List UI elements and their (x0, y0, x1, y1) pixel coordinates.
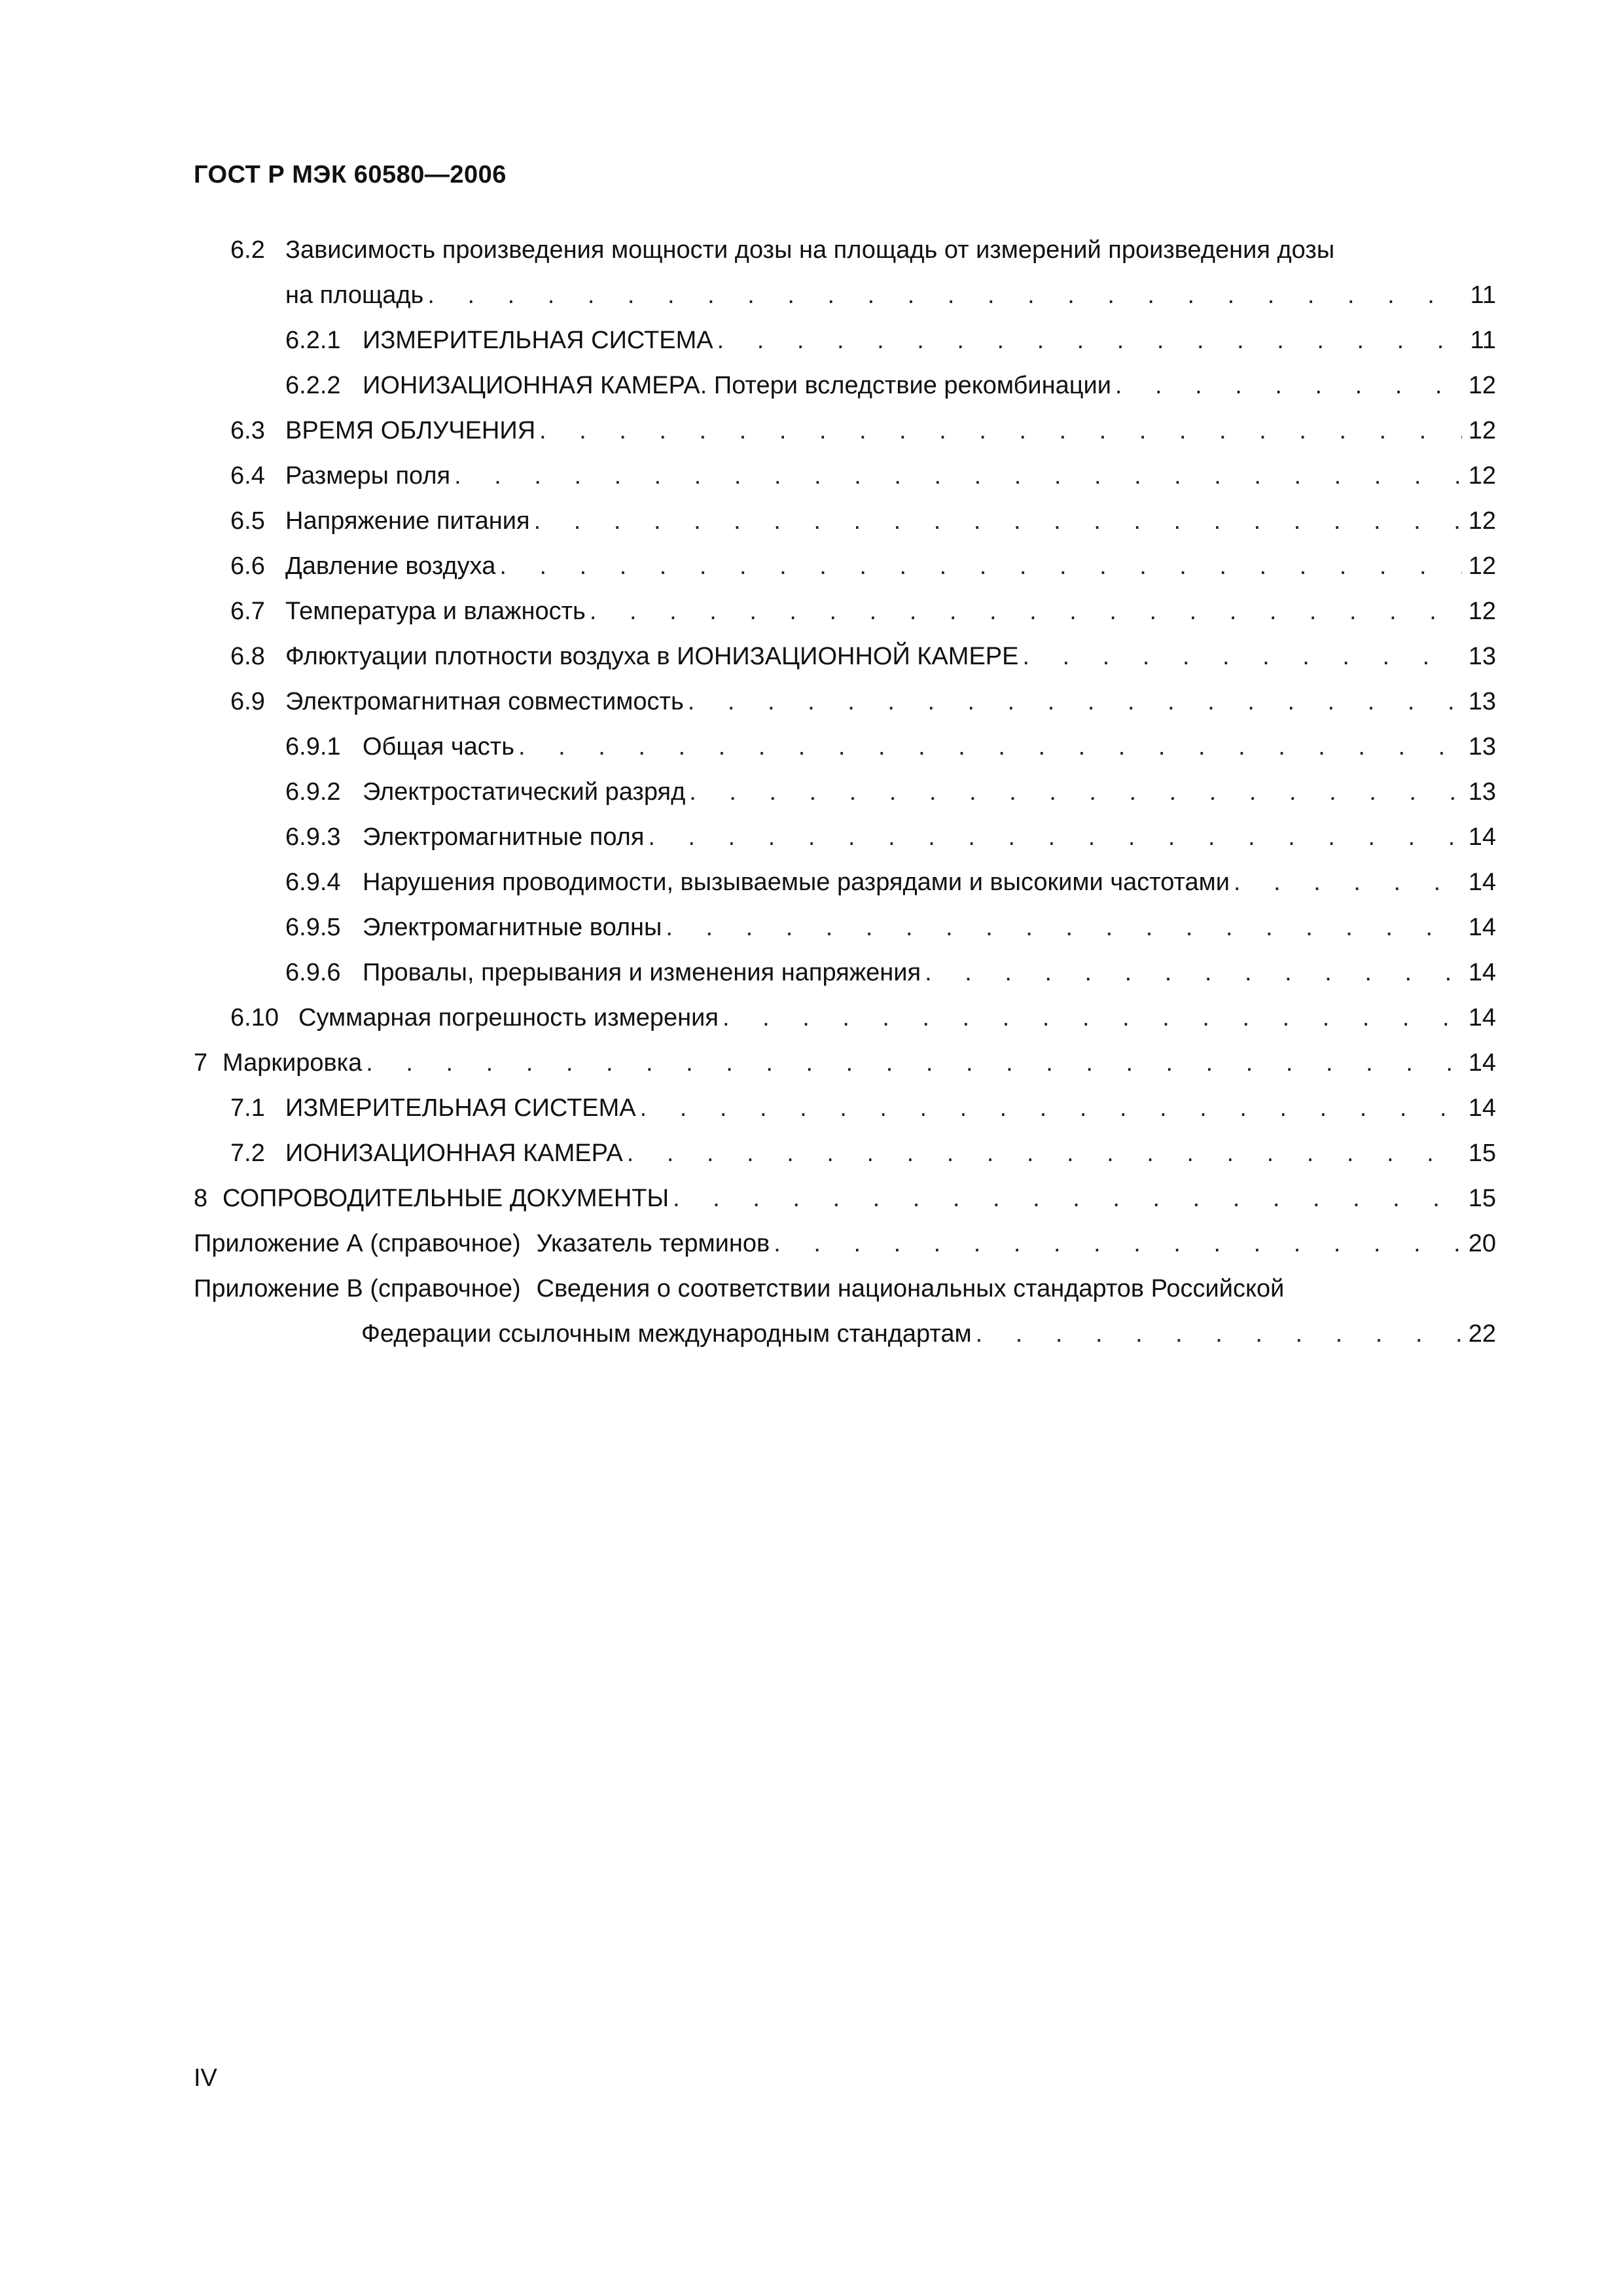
toc-number: 6.2.2 (285, 372, 341, 399)
toc-entry-6-5[interactable] (194, 499, 1496, 544)
toc-entry-6-4[interactable] (194, 454, 1496, 499)
dot-leader (925, 950, 1462, 996)
toc-number: 6.3 (230, 417, 265, 444)
toc-title: ИЗМЕРИТЕЛЬНАЯ СИСТЕМА (285, 1094, 636, 1122)
toc-number: 6.9 (230, 688, 265, 715)
toc-page-number: 14 (1468, 1094, 1496, 1122)
toc-number: 6.9.5 (285, 914, 341, 941)
dot-leader (717, 318, 1464, 363)
toc-title: Суммарная погрешность измерения (298, 1004, 719, 1031)
toc-page-number: 11 (1470, 327, 1496, 354)
dot-leader (627, 1131, 1462, 1176)
toc-title: Электростатический разряд (363, 778, 686, 806)
toc-number: 6.2.1 (285, 327, 341, 354)
toc-entry-6-9-6[interactable] (194, 950, 1496, 996)
toc-entry-7[interactable] (194, 1041, 1496, 1086)
dot-leader (454, 454, 1462, 499)
page-number-footer: IV (194, 2064, 217, 2092)
dot-leader (1022, 634, 1461, 679)
dot-leader (976, 1312, 1462, 1357)
toc-entry-7-1[interactable] (194, 1086, 1496, 1131)
dot-leader (590, 589, 1462, 634)
toc-page-number: 15 (1468, 1185, 1496, 1212)
toc-number: 7.2 (230, 1139, 265, 1167)
toc-page-number: 14 (1468, 1049, 1496, 1077)
toc-entry-appendix-a[interactable] (194, 1221, 1496, 1266)
toc-title: Электромагнитная совместимость (285, 688, 684, 715)
toc-number: 6.2 (230, 236, 265, 264)
toc-title: Флюктуации плотности воздуха в ИОНИЗАЦИОННОЙ КАМЕРЕ (285, 643, 1019, 670)
toc-entry-appendix-b[interactable] (194, 1266, 1496, 1357)
toc-entry-6-8[interactable] (194, 634, 1496, 679)
toc-number: 6.8 (230, 643, 265, 670)
toc-page-number: 20 (1468, 1230, 1496, 1257)
toc-number: 6.4 (230, 462, 265, 490)
toc-title: Указатель терминов (536, 1230, 770, 1257)
toc-entry-6-7[interactable] (194, 589, 1496, 634)
toc-page-number: 14 (1468, 823, 1496, 851)
toc-number: 6.9.6 (285, 959, 341, 986)
toc-entry-6-9-1[interactable] (194, 725, 1496, 770)
toc-number: 6.5 (230, 507, 265, 535)
toc-appendix-label: Приложение В (справочное) (194, 1275, 521, 1302)
dot-leader (1115, 363, 1462, 408)
toc-title: Маркировка (223, 1049, 363, 1077)
toc-page-number: 15 (1468, 1139, 1496, 1167)
dot-leader (534, 499, 1462, 544)
toc-page-number: 13 (1468, 643, 1496, 670)
toc-number: 6.9.2 (285, 778, 341, 806)
toc-title: Общая часть (363, 733, 514, 761)
toc-entry-6-3[interactable] (194, 408, 1496, 454)
dot-leader (648, 815, 1461, 860)
toc-number: 6.9.1 (285, 733, 341, 761)
toc-entry-6-9-3[interactable] (194, 815, 1496, 860)
toc-number: 7.1 (230, 1094, 265, 1122)
toc-entry-6-2-2[interactable] (194, 363, 1496, 408)
toc-page-number: 22 (1468, 1320, 1496, 1348)
document-header: ГОСТ Р МЭК 60580—2006 (194, 161, 507, 188)
toc-entry-6-6[interactable] (194, 544, 1496, 589)
toc-page-number: 12 (1468, 507, 1496, 535)
dot-leader (688, 679, 1462, 725)
toc-title: Сведения о соответствии национальных стандартов Российской (536, 1275, 1285, 1302)
toc-number: 6.7 (230, 598, 265, 625)
toc-page-number: 12 (1468, 417, 1496, 444)
toc-page-number: 13 (1468, 778, 1496, 806)
toc-entry-7-2[interactable] (194, 1131, 1496, 1176)
toc-entry-6-9-4[interactable] (194, 860, 1496, 905)
dot-leader (689, 770, 1461, 815)
toc-title: СОПРОВОДИТЕЛЬНЫЕ ДОКУМЕНТЫ (223, 1185, 669, 1212)
toc-title: ИОНИЗАЦИОННАЯ КАМЕРА (285, 1139, 623, 1167)
table-of-contents (194, 228, 1496, 1357)
dot-leader (366, 1041, 1461, 1086)
toc-page-number: 11 (1470, 281, 1496, 309)
toc-entry-6-2-1[interactable] (194, 318, 1496, 363)
toc-page-number: 12 (1468, 598, 1496, 625)
toc-page-number: 12 (1468, 372, 1496, 399)
dot-leader (774, 1221, 1462, 1266)
toc-entry-6-9-2[interactable] (194, 770, 1496, 815)
toc-number: 7 (194, 1049, 208, 1077)
toc-page-number: 14 (1468, 959, 1496, 986)
toc-title: ИОНИЗАЦИОННАЯ КАМЕРА. Потери вследствие рекомбинации (363, 372, 1111, 399)
dot-leader (499, 544, 1461, 589)
toc-page-number: 14 (1468, 914, 1496, 941)
toc-title-continued: на площадь (285, 281, 424, 309)
dot-leader (666, 905, 1461, 950)
toc-title: Электромагнитные поля (363, 823, 645, 851)
toc-title: ИЗМЕРИТЕЛЬНАЯ СИСТЕМА (363, 327, 713, 354)
toc-title: Нарушения проводимости, вызываемые разрядами и высокими частотами (363, 869, 1230, 896)
dot-leader (518, 725, 1462, 770)
toc-page-number: 14 (1468, 869, 1496, 896)
dot-leader (427, 273, 1463, 318)
dot-leader (673, 1176, 1462, 1221)
toc-title: Размеры поля (285, 462, 451, 490)
toc-number: 6.10 (230, 1004, 279, 1031)
toc-title: Электромагнитные волны (363, 914, 662, 941)
toc-title: Провалы, прерывания и изменения напряжения (363, 959, 921, 986)
toc-number: 6.6 (230, 552, 265, 580)
toc-title: Давление воздуха (285, 552, 496, 580)
toc-entry-6-9-5[interactable] (194, 905, 1496, 950)
toc-number: 6.9.3 (285, 823, 341, 851)
dot-leader (1234, 860, 1462, 905)
dot-leader (722, 996, 1462, 1041)
toc-number: 6.9.4 (285, 869, 341, 896)
dot-leader (539, 408, 1462, 454)
toc-page-number: 12 (1468, 462, 1496, 490)
toc-page-number: 14 (1468, 1004, 1496, 1031)
toc-number: 8 (194, 1185, 208, 1212)
toc-title: Температура и влажность (285, 598, 586, 625)
toc-entry-8[interactable] (194, 1176, 1496, 1221)
toc-page-number: 12 (1468, 552, 1496, 580)
toc-title-continued: Федерации ссылочным международным стандартам (361, 1320, 972, 1348)
toc-entry-6-9[interactable] (194, 679, 1496, 725)
toc-entry-6-2[interactable] (194, 228, 1496, 318)
dot-leader (640, 1086, 1462, 1131)
toc-title: Напряжение питания (285, 507, 530, 535)
toc-page-number: 13 (1468, 733, 1496, 761)
toc-title: ВРЕМЯ ОБЛУЧЕНИЯ (285, 417, 536, 444)
toc-page-number: 13 (1468, 688, 1496, 715)
toc-entry-6-10[interactable] (194, 996, 1496, 1041)
toc-title: Зависимость произведения мощности дозы на площадь от измерений произведения дозы (285, 236, 1335, 264)
toc-appendix-label: Приложение А (справочное) (194, 1230, 521, 1257)
